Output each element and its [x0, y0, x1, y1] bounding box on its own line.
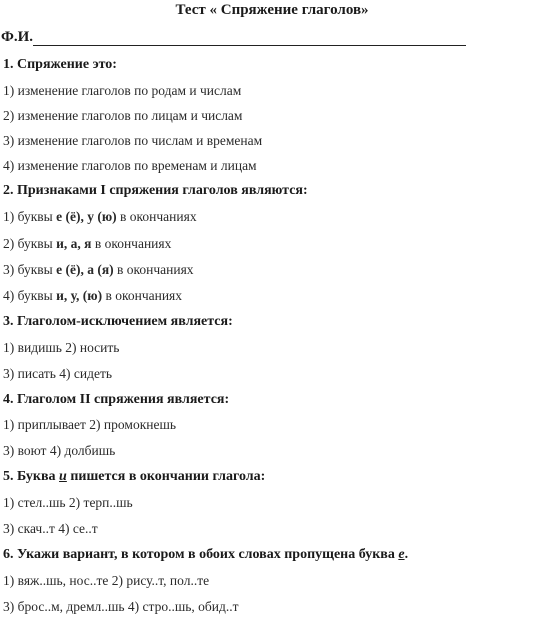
question-2-option-3 — [3, 262, 194, 278]
question-6-options-line-2: 3) брос..м, дремл..шь 4) стро..шь, обид..т — [3, 599, 239, 614]
question-3: 3. Глаголом-исключением является: — [3, 314, 233, 329]
question-suffix: . — [404, 547, 409, 562]
question-2: 2. Признаками I спряжения глаголов являются: — [3, 183, 308, 198]
option-letters: е (ё), у (ю) — [56, 209, 117, 224]
question-3-options-line-1: 1) видишь 2) носить — [3, 340, 120, 355]
option-suffix: в окончаниях — [91, 236, 172, 251]
option-letters: и, у, (ю) — [56, 288, 103, 303]
option-suffix: в окончаниях — [113, 262, 194, 277]
question-letter: и — [59, 469, 67, 484]
question-prefix: 5. Буква — [3, 469, 60, 484]
question-1-option-3: 3) изменение глаголов по числам и временам — [3, 133, 263, 148]
question-6-options-line-1: 1) вяж..шь, нос..те 2) рису..т, пол..те — [3, 573, 210, 588]
question-letter: е — [398, 547, 405, 562]
question-4-options-line-2: 3) воют 4) долбишь — [3, 443, 116, 458]
question-5-options-line-2: 3) скач..т 4) се..т — [3, 521, 98, 536]
fio-label: Ф.И. — [1, 29, 34, 45]
question-2-option-1 — [3, 209, 197, 225]
option-suffix: в окончаниях — [116, 209, 197, 224]
option-letters: и, а, я — [56, 236, 92, 251]
question-3-options-line-2: 3) писать 4) сидеть — [3, 366, 113, 381]
question-1-option-4: 4) изменение глаголов по временам и лицам — [3, 158, 257, 173]
option-prefix: 4) буквы — [3, 288, 57, 303]
question-1: 1. Спряжение это: — [3, 57, 117, 72]
question-suffix: пишется в окончании глагола: — [66, 469, 266, 484]
question-1-option-1: 1) изменение глаголов по родам и числам — [3, 83, 242, 98]
question-1-option-2: 2) изменение глаголов по лицам и числам — [3, 108, 243, 123]
question-6 — [3, 547, 408, 563]
question-5-options-line-1: 1) стел..шь 2) терп..шь — [3, 495, 133, 510]
fio-answer-line — [33, 45, 466, 46]
option-letters: е (ё), а (я) — [56, 262, 114, 277]
question-5 — [3, 469, 265, 485]
option-prefix: 1) буквы — [3, 209, 57, 224]
option-prefix: 2) буквы — [3, 236, 57, 251]
option-suffix: в окончаниях — [102, 288, 183, 303]
question-4: 4. Глаголом II спряжения является: — [3, 392, 230, 407]
page-title: Тест « Спряжение глаголов» — [175, 2, 369, 18]
question-2-option-2 — [3, 236, 171, 252]
question-4-options-line-1: 1) приплывает 2) промокнешь — [3, 417, 177, 432]
question-2-option-4 — [3, 288, 182, 304]
question-prefix: 6. Укажи вариант, в котором в обоих словах пропущена буква — [3, 547, 399, 562]
option-prefix: 3) буквы — [3, 262, 57, 277]
